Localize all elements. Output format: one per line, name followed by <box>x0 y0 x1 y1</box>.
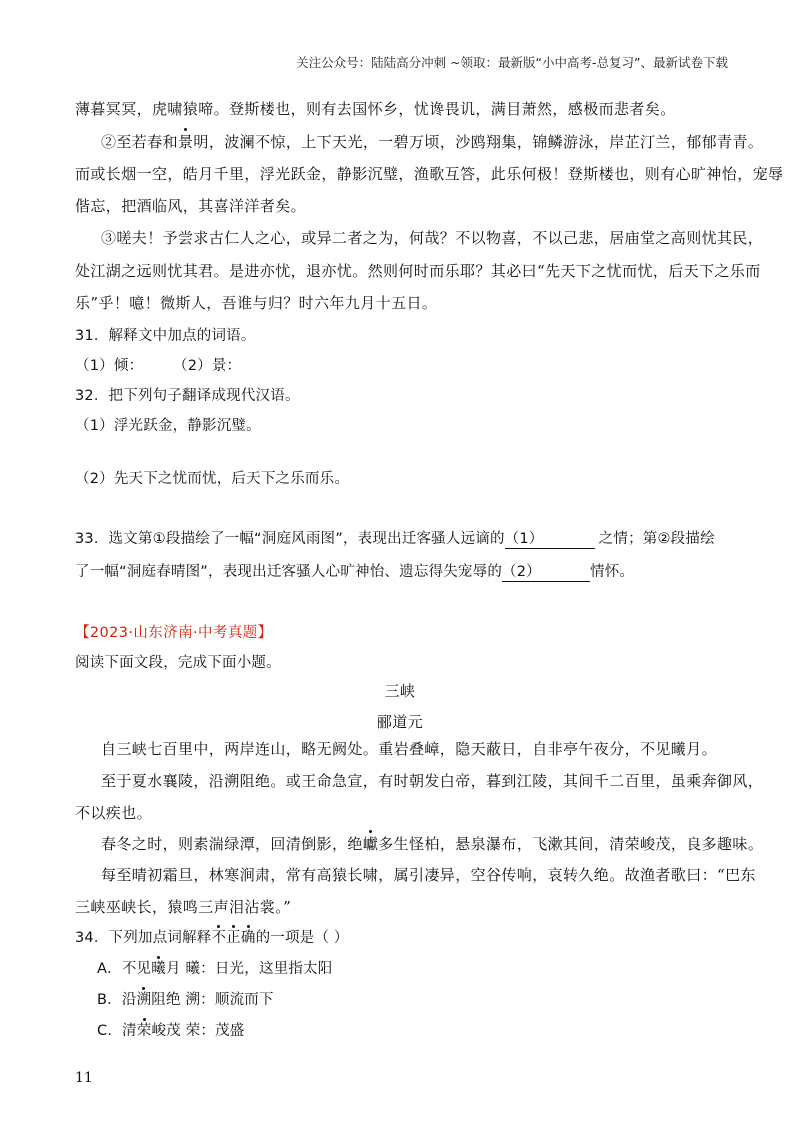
passage-line: 薄暮冥冥，虎啸猿啼。登斯楼也，则有去国怀乡，忧谗畏讥，满目萧然，感极而悲者矣。 <box>75 100 676 118</box>
option-a[interactable]: A．不见曦月 曦：日光，这里指太阳 <box>97 961 333 977</box>
question-31-item-1: （1）倾： <box>75 358 144 374</box>
poem-author: 郦道元 <box>376 713 424 731</box>
poem-line: 春冬之时，则素湍绿潭，回清倒影，绝巘多生怪柏，悬泉瀑布，飞漱其间，清荣峻茂，良多趣味。 <box>101 835 764 853</box>
question-32-title: 32．把下列句子翻译成现代汉语。 <box>75 388 300 404</box>
dotted-char: 溯 <box>136 992 152 1008</box>
dotted-char: 巘 <box>362 835 379 853</box>
reading-instruction: 阅读下面文段，完成下面小题。 <box>75 655 281 671</box>
dotted-char: 景 <box>178 133 194 151</box>
poem-line: 自三峡七百里中，两岸连山，略无阙处。重岩叠嶂，隐天蔽日，自非亭午夜分，不见曦月。 <box>101 740 718 758</box>
question-32-item-2: （2）先天下之忧而忧，后天下之乐而乐。 <box>75 471 350 487</box>
question-34-title: 34．下列加点词解释不正确的一项是（ ） <box>75 930 349 946</box>
answer-blank-2[interactable]: （2） <box>502 560 590 582</box>
page-header: 关注公众号：陆陆高分冲刺 ~领取：最新版“小中高考-总复习”、最新试卷下载 <box>296 55 728 70</box>
poem-line: 不以疾也。 <box>75 804 153 822</box>
poem-line: 三峡巫峡长，猿鸣三声泪沾裳。” <box>75 898 292 916</box>
passage-line: 乐”乎！噫！微斯人，吾谁与归？时六年九月十五日。 <box>75 294 438 312</box>
dotted-char: 正 <box>226 930 241 946</box>
question-31-item-2: （2）景： <box>173 358 242 374</box>
page-number: 11 <box>75 1070 93 1086</box>
passage-paragraph-2: ②至若春和景明，波澜不惊，上下天光，一碧万顷，沙鸥翔集，锦鳞游泳，岸芷汀兰，郁郁青青。 <box>101 133 764 151</box>
question-32-item-1: （1）浮光跃金，静影沉璧。 <box>75 418 261 434</box>
dotted-char: 不 <box>211 930 227 946</box>
poem-line: 至于夏水襄陵，沿溯阻绝。或王命急宣，有时朝发白帝，暮到江陵，其间千二百里，虽乘奔御风， <box>101 772 764 790</box>
dotted-char: 荣 <box>136 1023 152 1039</box>
question-31-title: 31．解释文中加点的词语。 <box>75 328 256 344</box>
passage-line: 偕忘，把酒临风，其喜洋洋者矣。 <box>75 197 307 215</box>
dotted-char: 曦 <box>151 961 166 977</box>
passage-paragraph-3: ③嗟夫！予尝求古仁人之心，或异二者之为，何哉？不以物喜，不以己悲，居庙堂之高则忧其民， <box>101 229 764 247</box>
source-tag: 【2023·山东济南·中考真题】 <box>75 625 273 641</box>
poem-line: 每至晴初霜旦，林寒涧肃，常有高猿长啸，属引凄异，空谷传响，哀转久绝。故渔者歌曰：“巴东 <box>101 866 756 884</box>
option-b[interactable]: B．沿溯阻绝 溯：顺流而下 <box>97 992 274 1008</box>
answer-blank-1[interactable]: （1） <box>505 527 595 549</box>
passage-line: 处江湖之远则忧其君。是进亦忧，退亦忧。然则何时而乐耶？其必曰“先天下之忧而忧，后天下之乐而 <box>75 262 761 280</box>
question-33-line-1: 33．选文第①段描绘了一幅“洞庭风雨图”，表现出迁客骚人远谪的（1） 之情；第②段描绘 <box>75 527 715 549</box>
option-c[interactable]: C．清荣峻茂 荣：茂盛 <box>97 1023 245 1039</box>
passage-line: 而或长烟一空，皓月千里，浮光跃金，静影沉璧，渔歌互答，此乐何极！登斯楼也，则有心旷神怡，宠辱 <box>75 165 784 183</box>
dotted-char: 确 <box>240 930 256 946</box>
question-33-line-2: 了一幅“洞庭春晴图”，表现出迁客骚人心旷神怡、遗忘得失宠辱的（2） 情怀。 <box>75 560 634 582</box>
poem-title: 三峡 <box>384 682 416 700</box>
